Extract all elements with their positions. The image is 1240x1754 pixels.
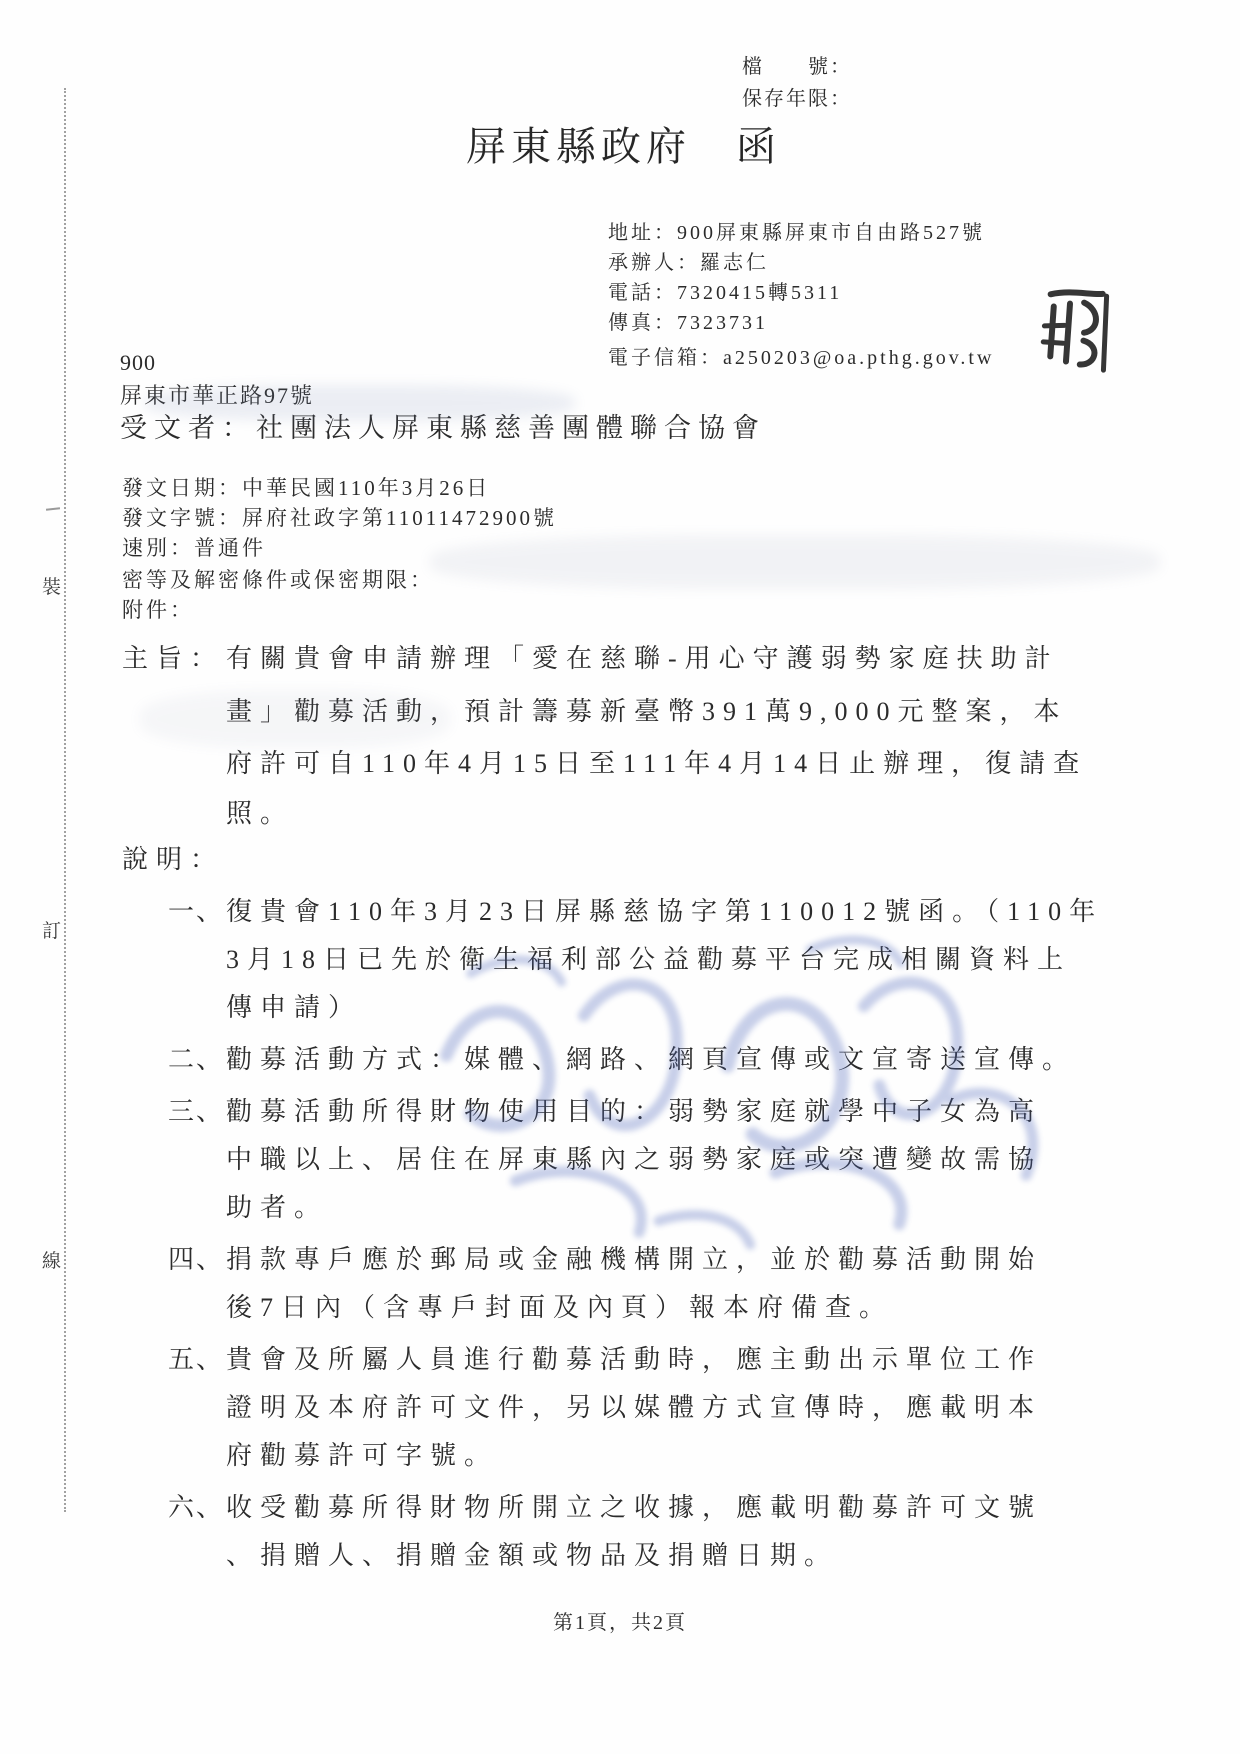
item-4-text-1: 捐款專戶應於郵局或金融機構開立，並於勸募活動開始 [226, 1245, 1043, 1274]
item-4-number: 四、 [168, 1245, 225, 1274]
item-6-text-1: 收受勸募所得財物所開立之收據，應載明勸募許可文號 [226, 1493, 1043, 1522]
item-2-number: 二、 [168, 1045, 225, 1074]
sender-contact: 承辦人：羅志仁 [608, 252, 769, 274]
item-6-number: 六、 [168, 1493, 225, 1522]
item-3-line-3: 助者。 [226, 1193, 329, 1222]
subject-label: 主旨： [122, 644, 225, 673]
item-1-number: 一、 [168, 897, 225, 926]
recipient-line: 受文者：社團法人屏東縣慈善團體聯合協會 [120, 413, 766, 443]
doc-number: 發文字號：屏府社政字第11011472900號 [122, 506, 557, 530]
binding-label-ding: 訂 [42, 921, 62, 942]
recipient-postal-code: 900 [120, 350, 156, 375]
binding-dotted-line [64, 88, 66, 1512]
subject-line-2: 畫」勸募活動，預計籌募新臺幣391萬9,000元整案，本 [226, 697, 1068, 726]
item-1-line-2: 3月18日已先於衛生福利部公益勸募平台完成相關資料上 [226, 945, 1072, 974]
security-grade: 密等及解密條件或保密期限： [122, 568, 434, 592]
sender-phone: 電話：7320415轉5311 [608, 282, 843, 304]
letter-title: 屏東縣政府 函 [466, 124, 781, 169]
archive-no-label: 檔 號： [742, 56, 852, 78]
recipient-street: 屏東市華正路97號 [120, 383, 315, 408]
faint-seal-stamp [378, 891, 1102, 1304]
item-5-line-3: 府勸募許可字號。 [226, 1441, 499, 1470]
item-5-line-1 [168, 1345, 1042, 1375]
subject-line-3: 府許可自110年4月15日至111年4月14日止辦理，復請查 [226, 749, 1088, 778]
retention-label: 保存年限： [742, 88, 852, 110]
explanation-label: 說明： [122, 845, 225, 874]
item-3-text-1: 勸募活動所得財物使用目的：弱勢家庭就學中子女為高 [226, 1097, 1043, 1126]
item-1-line-3: 傳申請） [226, 993, 363, 1022]
bleedthrough-smudge [140, 690, 450, 748]
item-1-text-1: 復貴會110年3月23日屏縣慈協字第110012號函。（110年 [226, 897, 1104, 926]
attachment-label: 附件： [122, 598, 194, 622]
bleedthrough-smudge [145, 385, 575, 421]
ink-stamp [1035, 286, 1113, 380]
issue-date: 發文日期：中華民國110年3月26日 [122, 476, 491, 500]
item-6-line-1 [168, 1493, 1042, 1523]
subject-line-4: 照。 [226, 799, 295, 828]
subject-line-1 [122, 644, 1059, 674]
sender-email: 電子信箱：a250203@oa.pthg.gov.tw [608, 347, 995, 369]
item-5-number: 五、 [168, 1345, 225, 1374]
priority: 速別：普通件 [122, 536, 266, 560]
item-4-line-2: 後7日內（含專戶封面及內頁）報本府備查。 [226, 1293, 894, 1322]
item-5-line-2: 證明及本府許可文件，另以媒體方式宣傳時，應載明本 [226, 1393, 1043, 1422]
page-footer: 第1頁，共2頁 [553, 1612, 687, 1634]
sender-fax: 傳真：7323731 [608, 312, 768, 334]
binding-label-xian: 線 [42, 1251, 62, 1272]
item-5-text-1: 貴會及所屬人員進行勸募活動時，應主動出示單位工作 [226, 1345, 1043, 1374]
item-6-line-2: 、捐贈人、捐贈金額或物品及捐贈日期。 [226, 1541, 839, 1570]
item-3-line-2: 中職以上、居住在屏東縣內之弱勢家庭或突遭變故需協 [226, 1145, 1043, 1174]
subject-text-1: 有關貴會申請辦理「愛在慈聯-用心守護弱勢家庭扶助計 [226, 644, 1059, 673]
binding-tick-mark [46, 507, 60, 510]
binding-label-zhuang: 裝 [42, 577, 62, 598]
bleedthrough-smudge [430, 535, 1160, 589]
item-3-number: 三、 [168, 1097, 225, 1126]
sender-address: 地址：900屏東縣屏東市自由路527號 [608, 222, 985, 244]
item-2-text-1: 勸募活動方式：媒體、網路、網頁宣傳或文宣寄送宣傳。 [226, 1045, 1077, 1074]
